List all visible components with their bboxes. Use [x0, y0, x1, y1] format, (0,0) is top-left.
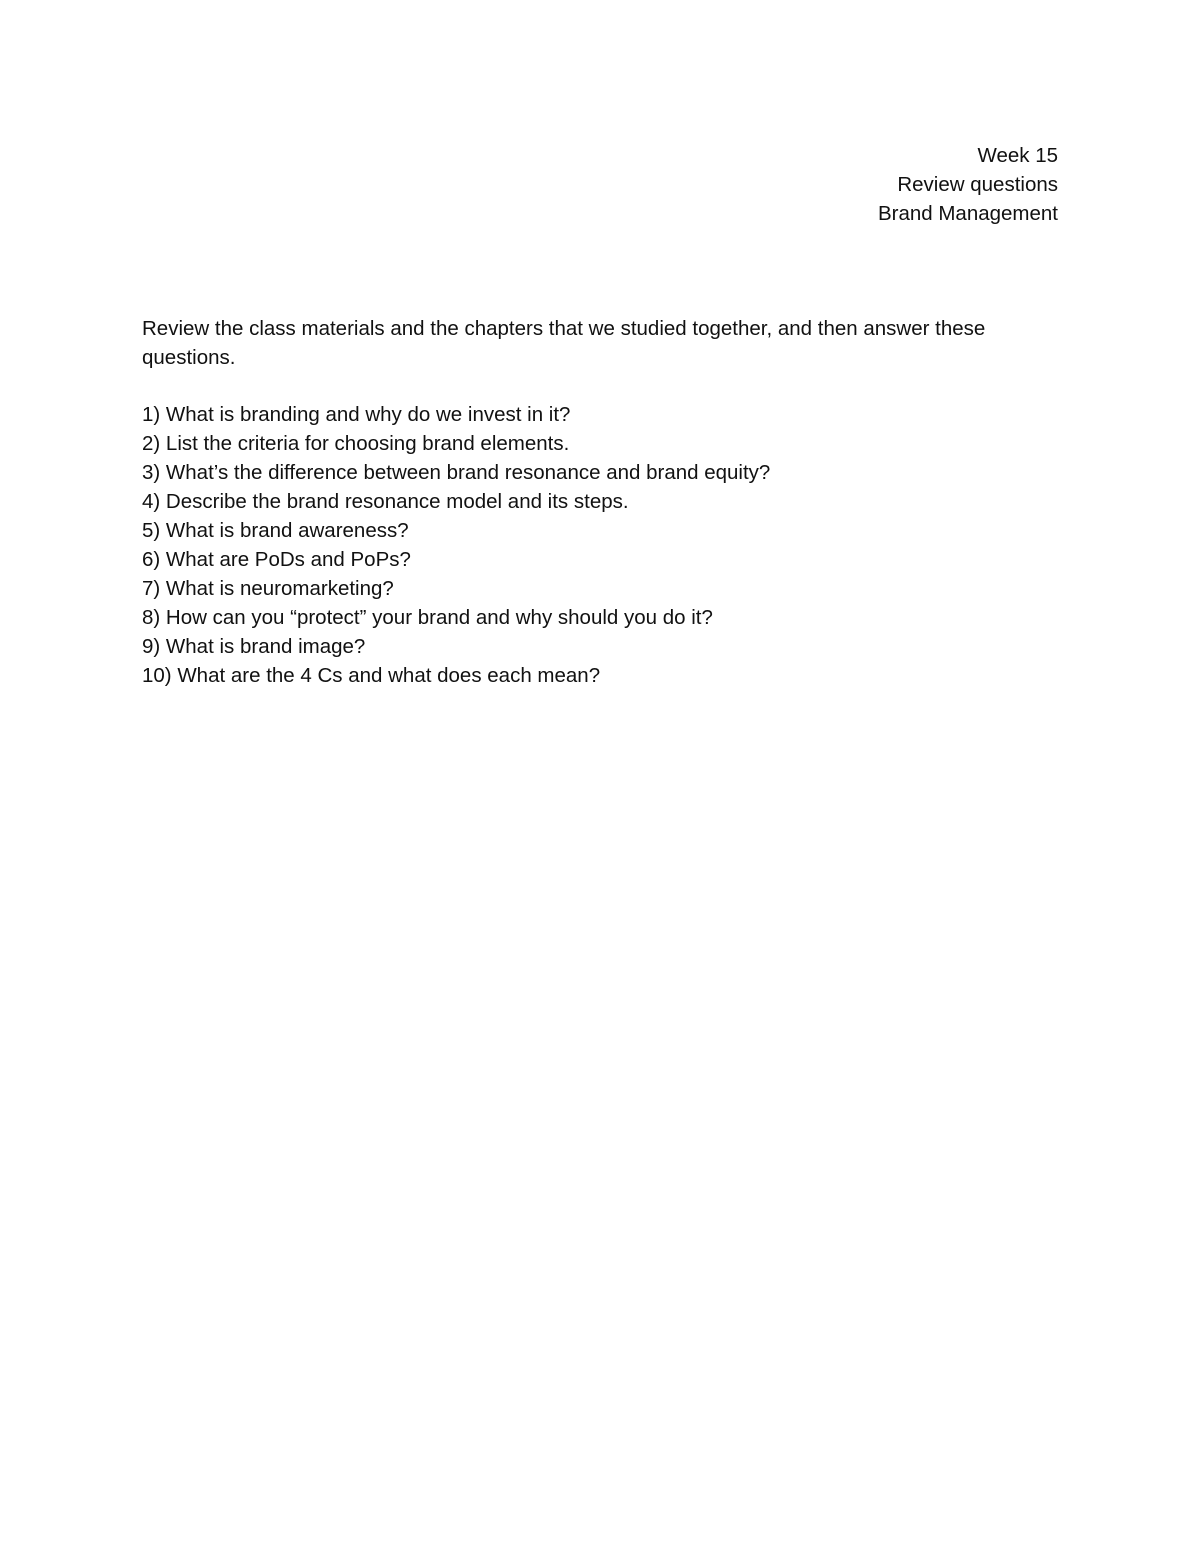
question-item: 6) What are PoDs and PoPs?	[142, 548, 411, 571]
intro-paragraph: Review the class materials and the chapters that we studied together, and then answer these questions.	[142, 317, 986, 369]
document-header	[878, 141, 1058, 228]
week-label: Week 15	[977, 144, 1058, 167]
question-item: 3) What’s the difference between brand resonance and brand equity?	[142, 461, 771, 484]
course-name: Brand Management	[877, 202, 1058, 225]
question-item: 4) Describe the brand resonance model and its steps.	[142, 490, 629, 513]
question-list	[142, 400, 1062, 690]
question-item: 7) What is neuromarketing?	[142, 577, 394, 600]
question-item: 8) How can you “protect” your brand and why should you do it?	[142, 606, 713, 629]
question-item: 1) What is branding and why do we invest in it?	[142, 403, 571, 426]
question-item: 5) What is brand awareness?	[142, 519, 409, 542]
question-item: 2) List the criteria for choosing brand elements.	[142, 432, 570, 455]
document-subtitle: Review questions	[897, 173, 1058, 196]
question-item: 9) What is brand image?	[142, 635, 366, 658]
question-item: 10) What are the 4 Cs and what does each mean?	[142, 664, 601, 687]
